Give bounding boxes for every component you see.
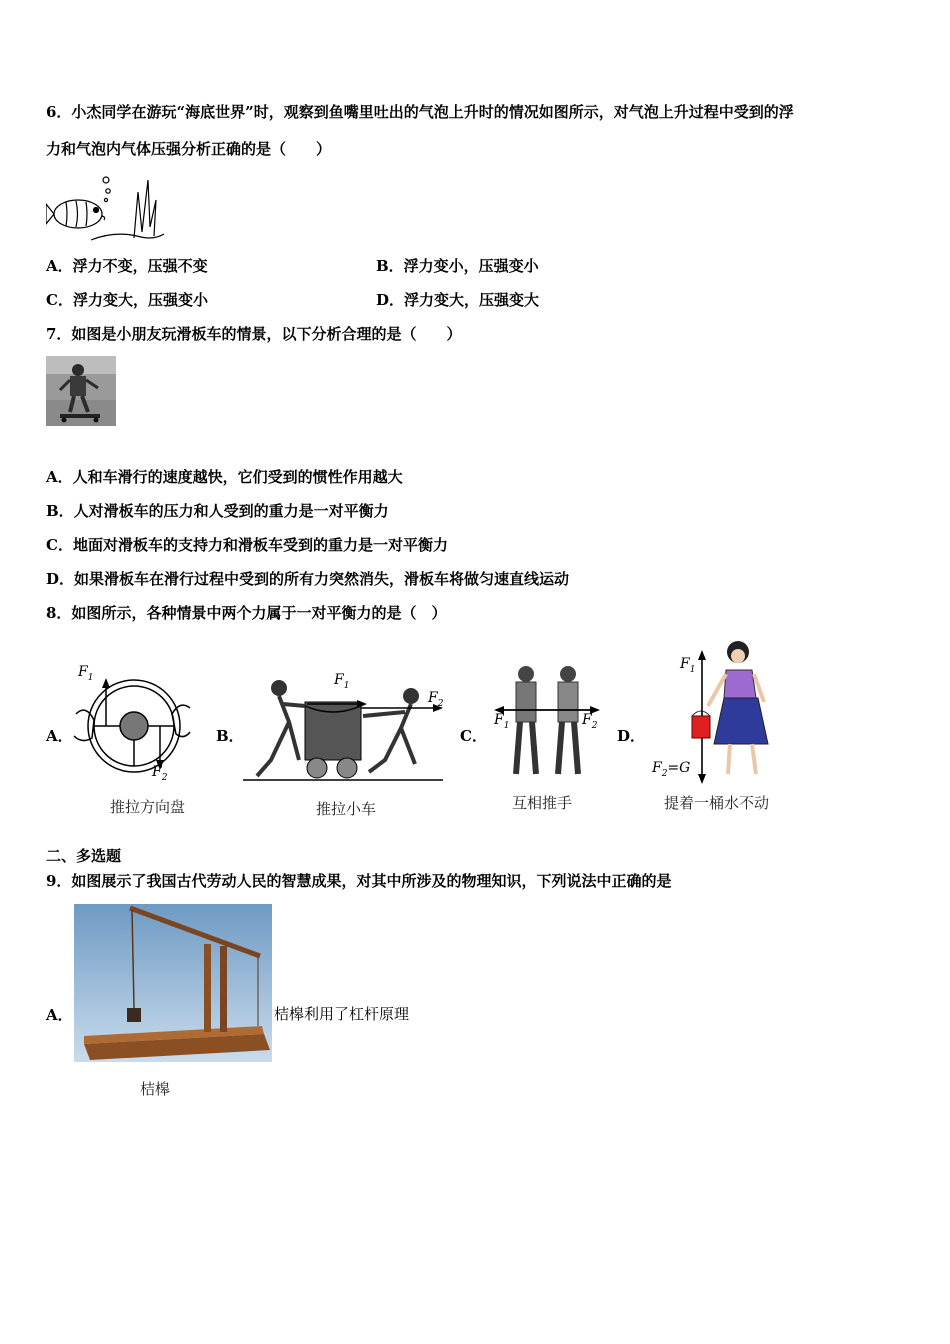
q8-caption-d: 提着一桶水不动 — [664, 794, 770, 812]
q6-option-b[interactable]: B．浮力变小，压强变小 — [376, 257, 539, 275]
q8a-f1-label: $F_1$ — [78, 664, 94, 683]
q8d-f2-label: $F_2=G$ — [652, 760, 691, 779]
q8b-f1-label: $F_1$ — [334, 672, 350, 691]
q8-option-b-label[interactable]: B． — [216, 727, 244, 745]
q7-option-b[interactable]: B．人对滑板车的压力和人受到的重力是一对平衡力 — [46, 502, 389, 520]
q8c-f1-label: $F_1$ — [494, 712, 510, 731]
skateboard-photo — [46, 356, 116, 426]
q8-option-a-label[interactable]: A． — [46, 727, 73, 745]
q8-caption-c: 互相推手 — [512, 794, 573, 812]
q8-option-d-label[interactable]: D． — [617, 727, 646, 745]
jiegao-lever-photo — [74, 904, 272, 1062]
q8-caption-b: 推拉小车 — [316, 800, 377, 818]
q6-option-a[interactable]: A．浮力不变，压强不变 — [46, 257, 208, 275]
q8a-f2-label: $F_2$ — [152, 764, 168, 783]
q6-option-d[interactable]: D．浮力变大，压强变大 — [376, 291, 540, 309]
q6-stem-line1: 6．小杰同学在游玩“海底世界”时，观察到鱼嘴里吐出的气泡上升时的情况如图所示，对气泡上升过程中受到的浮 — [46, 103, 794, 121]
q8-caption-a: 推拉方向盘 — [110, 798, 186, 816]
q8b-f2-label: $F_2$ — [428, 690, 444, 709]
q9-stem: 9．如图展示了我国古代劳动人民的智慧成果，对其中所涉及的物理知识，下列说法中正确的是 — [46, 872, 672, 890]
q7-option-a[interactable]: A．人和车滑行的速度越快，它们受到的惯性作用越大 — [46, 468, 403, 486]
q8-option-c-label[interactable]: C． — [460, 727, 487, 745]
q9-figure-caption: 桔槔 — [140, 1080, 171, 1098]
q8d-f1-label: $F_1$ — [680, 656, 696, 675]
q8c-f2-label: $F_2$ — [582, 712, 598, 731]
section2-title: 二、多选题 — [46, 847, 122, 865]
fish-bubbles-figure — [46, 172, 166, 244]
q6-option-c[interactable]: C．浮力变大，压强变小 — [46, 291, 208, 309]
q8-stem: 8．如图所示，各种情景中两个力属于一对平衡力的是（ ） — [46, 604, 447, 622]
q7-option-c[interactable]: C．地面对滑板车的支持力和滑板车受到的重力是一对平衡力 — [46, 536, 448, 554]
q9-option-a-text[interactable]: 桔槔利用了杠杆原理 — [274, 1005, 410, 1023]
q7-stem: 7．如图是小朋友玩滑板车的情景，以下分析合理的是（ ） — [46, 325, 462, 343]
q6-stem-line2: 力和气泡内气体压强分析正确的是（ ） — [46, 140, 332, 158]
q9-option-a-label[interactable]: A． — [46, 1006, 73, 1024]
q7-option-d[interactable]: D．如果滑板车在滑行过程中受到的所有力突然消失，滑板车将做匀速直线运动 — [46, 570, 570, 588]
